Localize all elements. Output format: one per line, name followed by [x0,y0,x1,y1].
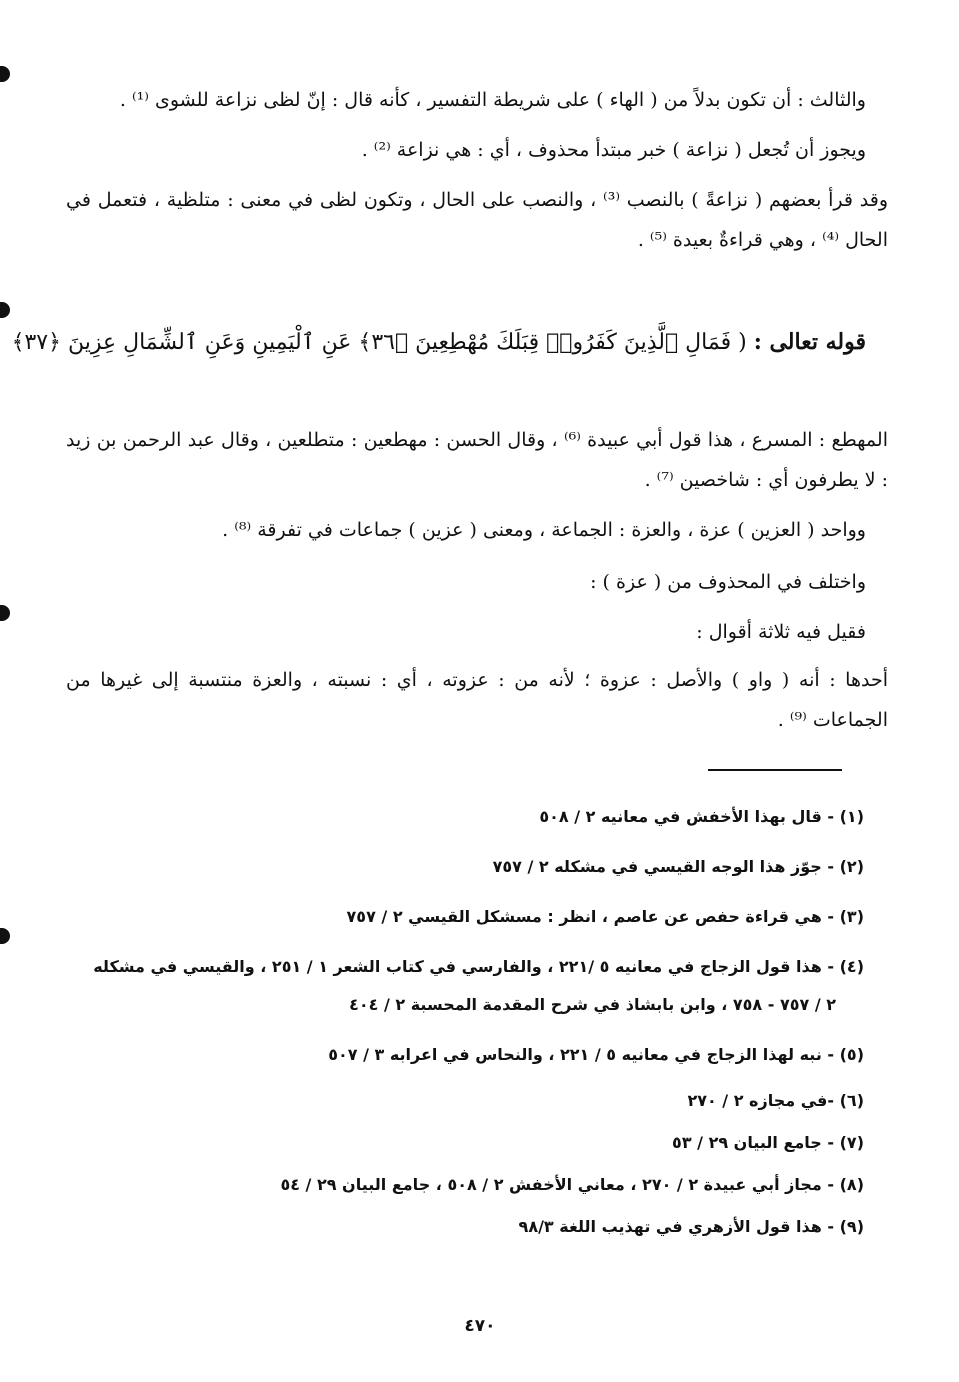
binding-hole-mark [0,928,10,944]
footnote-9: (٩) - هذا قول الأزهري في تهذيب اللغة ٩٨/٣ [518,1217,864,1236]
footnote-2: (٢) - جوّز هذا الوجه القيسي في مشكله ٢ / ٧٥٧ [492,857,864,876]
paragraph-accusative-reading: وقد قرأ بعضهم ( نزاعةً ) بالنصب ⁽³⁾ ، والنصب على الحال ، وتكون لظى في معنى : متلظية ، فتعمل في الحال ⁽⁴⁾ ، وهي قراءةٌ بعيدة ⁽⁵⁾ . [66,189,888,251]
binding-hole-mark [0,302,10,318]
paragraph-predicate-opinion: ويجوز أن تُجعل ( نزاعة ) خبر مبتدأ محذوف ، أي : هي نزاعة ⁽²⁾ . [361,139,866,161]
binding-hole-mark [0,66,10,82]
binding-hole-mark [0,605,10,621]
footnote-1: (١) - قال بهذا الأخفش في معانيه ٢ / ٥٠٨ [539,807,864,826]
paragraph-izin-singular: وواحد ( العزين ) عزة ، والعزة : الجماعة ، ومعنى ( عزين ) جماعات في تفرقة ⁽⁸⁾ . [222,519,866,541]
footnote-6: (٦) -في مجازه ٢ / ٢٧٠ [687,1091,864,1110]
page-number: ٤٧٠ [464,1316,496,1336]
paragraph-three-opinions: فقيل فيه ثلاثة أقوال : [696,621,866,643]
footnote-7: (٧) - جامع البيان ٢٩ / ٥٣ [672,1133,864,1152]
footnote-5: (٥) - نبه لهذا الزجاج في معانيه ٥ / ٢٢١ ، والنحاس في اعرابه ٣ / ٥٠٧ [328,1045,864,1064]
paragraph-third-opinion: والثالث : أن تكون بدلاً من ( الهاء ) على شريطة التفسير ، كأنه قال : إنّ لظى نزاعة للشوى ⁽¹⁾ . [119,89,866,111]
paragraph-muhti-definition: المهطع : المسرع ، هذا قول أبي عبيدة ⁽⁶⁾ ، وقال الحسن : مهطعين : متطلعين ، وقال عبد الرحمن بن زيد : لا يطرفون أي : شاخصين ⁽⁷⁾ . [66,429,888,491]
footnote-4-continued: ٢ / ٧٥٧ - ٧٥٨ ، وابن بابشاذ في شرح المقدمة المحسبة ٢ / ٤٠٤ [349,995,836,1014]
footnote-3: (٣) - هي قراءة حفص عن عاصم ، انظر : مسشكل القيسي ٢ / ٧٥٧ [346,907,864,926]
footnote-separator [708,769,842,771]
verse-lead: قوله تعالى : [753,329,866,355]
footnote-4: (٤) - هذا قول الزجاج في معانيه ٥ /٢٢١ ، والفارسي في كتاب الشعر ١ / ٢٥١ ، والقيسي في مشكله [93,957,864,976]
footnote-8: (٨) - مجاز أبي عبيدة ٢ / ٢٧٠ ، معاني الأخفش ٢ / ٥٠٨ ، جامع البيان ٢٩ / ٥٤ [280,1175,864,1194]
quran-verse-heading [11,322,866,363]
verse-text: ( فَمَالِ ٱلَّذِينَ كَفَرُوا۟ قِبَلَكَ مُهْطِعِينَ ﴿٣٦﴾ عَنِ ٱلْيَمِينِ وَعَنِ ٱلشِّمَالِ عِزِينَ ﴿٣٧﴾ [11,330,747,355]
paragraph-first-opinion: أحدها : أنه ( واو ) والأصل : عزوة ؛ لأنه من : عزوته ، أي : نسبته ، والعزة منتسبة إلى غيرها من الجماعات ⁽⁹⁾ . [66,669,888,731]
paragraph-dispute: واختلف في المحذوف من ( عزة ) : [590,571,866,593]
